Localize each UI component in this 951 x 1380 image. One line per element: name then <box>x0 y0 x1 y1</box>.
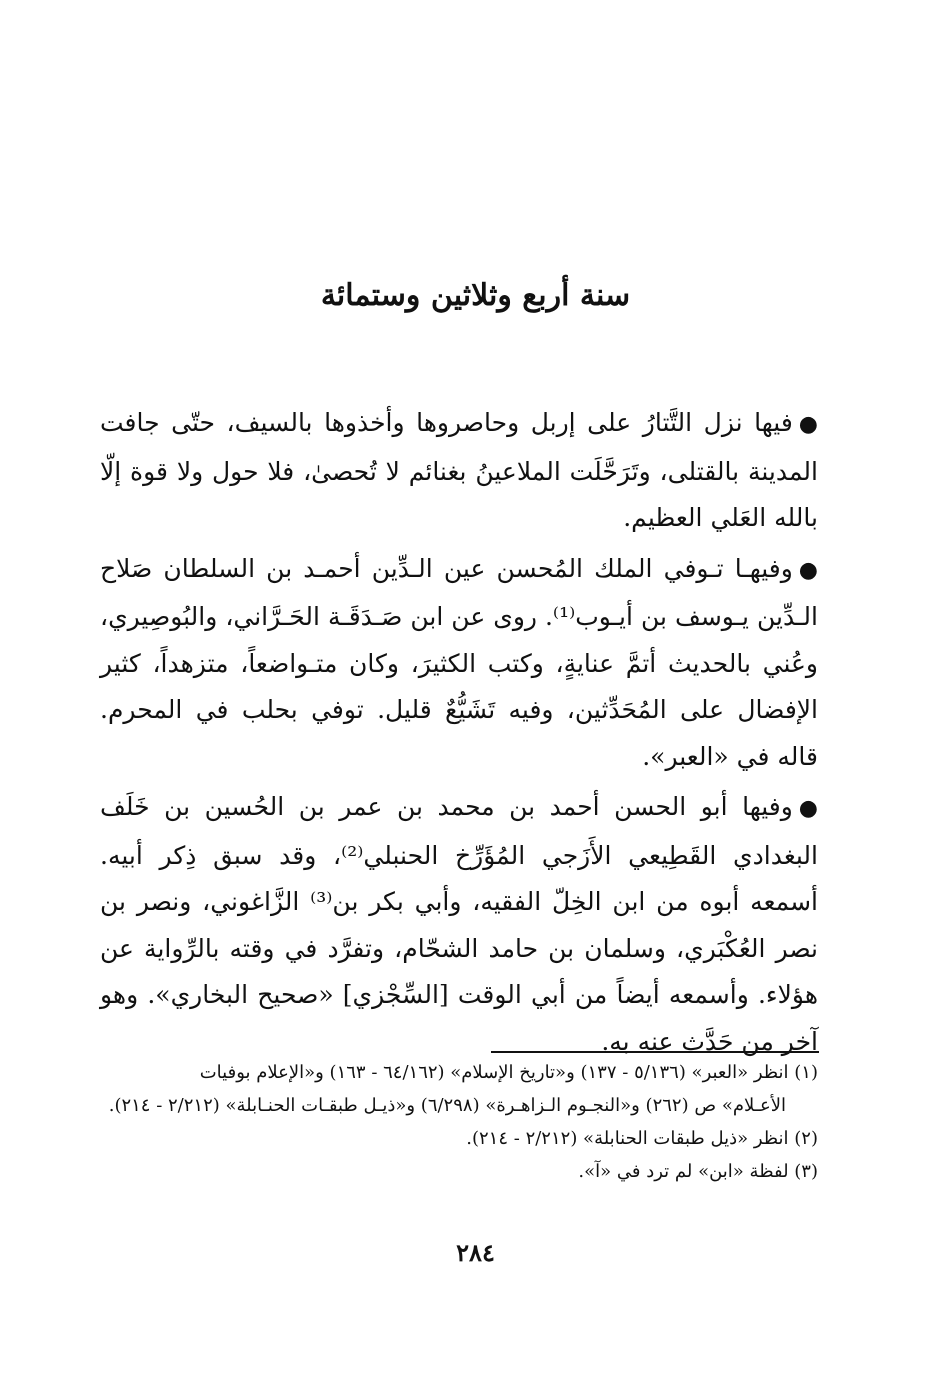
footnote-text: (٢) انظر «ذيل طبقات الحنابلة» (٢/٢١٢ - ٢١٤). <box>466 1128 818 1149</box>
main-text <box>100 400 818 1069</box>
bullet-icon: ● <box>798 557 818 583</box>
paragraph <box>100 400 818 542</box>
paragraph-text: وفيها أبو الحسن أحمد بن محمد بن عمر بن الحُسين بن خَلَف البغدادي القَطِيعي الأَزَجي المُؤَرِّخ الحنبلي⁽²⁾، وقد سبق ذِكر أبيه. أسمعه أبوه من ابن الخِلّ الفقيه، وأبي بكر بن⁽³⁾ الزَّاغوني، ونصر بن نصر العُكْبَري، وسلمان بن حامد الشحّام، وتفرَّد في وقته بالرِّواية عن هؤلاء. وأسمعه أيضاً من أبي الوقت [السِّجْزي] «صحيح البخاري». وهو آخر من حَدَّث عنه به. <box>100 792 818 1056</box>
footnote <box>100 1056 818 1089</box>
paragraph <box>100 546 818 781</box>
bullet-icon: ● <box>798 412 818 437</box>
paragraph-text: فيها نزل التَّتارُ على إربل وحاصروها وأخذوها بالسيف، حتّى جافت المدينة بالقتلى، وتَرَحَّلَت الملاعينُ بغنائم لا تُحصىٰ، فلا حول ولا قوة إلّا بالله العَلي العظيم. <box>100 408 818 532</box>
footnote-text: (٣) لفظة «ابن» لم ترد في «آ». <box>578 1161 818 1182</box>
footnotes <box>100 1056 818 1188</box>
footnote-continuation <box>100 1089 818 1122</box>
footnote-text: (١) انظر «العبر» (٥/١٣٦ - ١٣٧) و«تاريخ الإسلام» (٦٤/١٦٢ - ١٦٣) و«الإعلام بوفيات <box>199 1062 818 1083</box>
footnote-continuation-text: الأعـلام» ص (٢٦٢) و«النجـوم الـزاهـرة» (٦/٢٩٨) و«ذيـل طبقـات الحنـابلة» (٢/٢١٢ - ٢١٤). <box>108 1095 786 1116</box>
footnote-divider <box>491 1051 819 1053</box>
page-number: ٢٨٤ <box>456 1238 495 1267</box>
paragraph <box>100 784 818 1065</box>
footnote <box>100 1155 818 1188</box>
paragraph-text: وفيهـا تـوفي الملك المُحسن عين الـدِّين أحمـد بن السلطان صَلاح الـدِّين يـوسف بن أيـوب⁽¹⁾. روى عن ابن صَـدَقَـة الحَـرَّاني، والبُوصِيري، وعُني بالحديث أتمَّ عنايةٍ، وكتب الكثيرَ، وكان متـواضعاً، متزهداً، كثير الإفضال على المُحَدِّثين، وفيه تَشَيُّعٌ قليل. توفي بحلب في المحرم. قاله في «العبر». <box>100 553 818 771</box>
chapter-title: سنة أربع وثلاثين وستمائة <box>320 278 631 313</box>
bullet-icon: ● <box>798 796 818 821</box>
footnote <box>100 1122 818 1155</box>
